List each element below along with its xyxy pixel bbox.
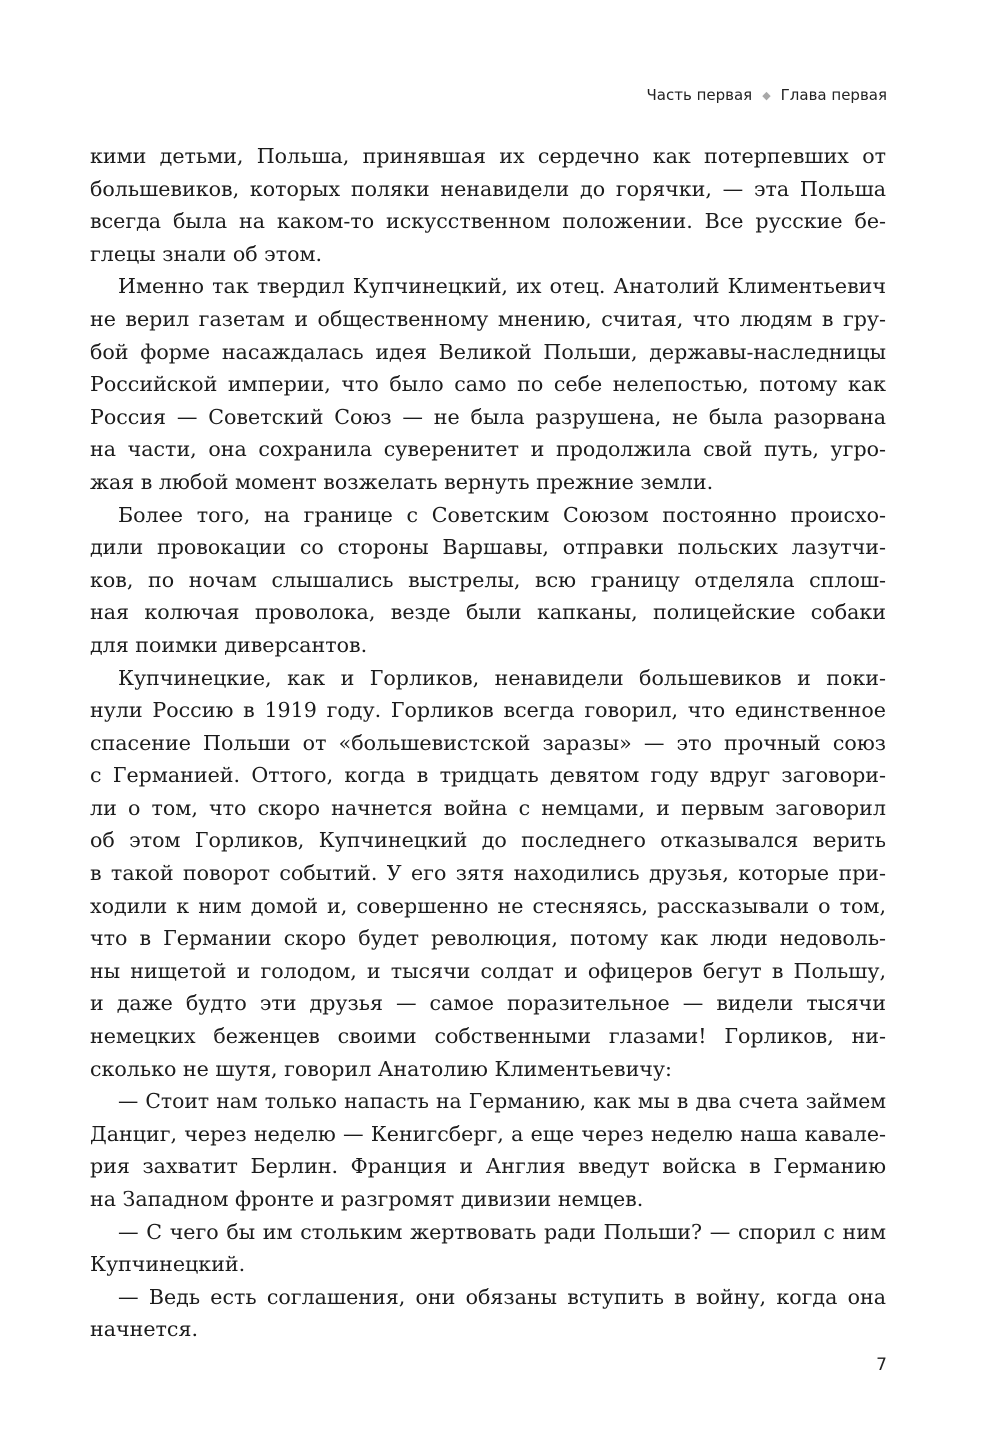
text-line: Данциг, через неделю — Кенигсберг, а еще через неделю наша кавале- [90,1121,886,1146]
paragraph [90,1281,886,1346]
text-line: кими детьми, Польша, принявшая их сердечно как потерпевших от [90,144,886,168]
body-text [90,140,886,1346]
text-line: ходили к ним домой и, совершенно не стесняясь, рассказывали о том, [90,893,886,918]
text-line: рия захватит Берлин. Франция и Англия введут войска в Германию [90,1154,886,1179]
text-line: Купчинецкие, как и Горликов, ненавидели большевиков и поки- [118,665,886,690]
text-line: Более того, на границе с Советским Союзом постоянно происхо- [118,502,886,527]
paragraph [90,1216,886,1281]
text-line: всегда была на каком-то искусственном положении. Все русские бе- [90,209,886,234]
text-line: глецы знали об этом. [90,241,323,266]
text-line: дили провокации со стороны Варшавы, отправки польских лазутчи- [90,535,886,560]
text-line: с Германией. Оттого, когда в тридцать девятом году вдруг заговори- [90,763,886,788]
text-line: Россия — Советский Союз — не была разрушена, не была разорвана [90,404,886,429]
text-line: ков, по ночам слышались выстрелы, всю границу отделяла сплош- [90,567,886,592]
text-line: Купчинецкий. [90,1252,246,1277]
text-line: — Ведь есть соглашения, они обязаны вступить в войну, когда она [118,1284,886,1309]
text-line: начнется. [90,1317,198,1342]
paragraph [90,499,886,662]
text-line: большевиков, которых поляки ненавидели до горячки, — эта Польша [90,176,886,201]
header-separator-icon: ◆ [762,88,771,102]
text-line: Российской империи, что было само по себе нелепостью, потому как [90,372,886,397]
text-line: — С чего бы им стольким жертвовать ради Польши? — спорил с ним [118,1219,886,1244]
text-line: бой форме насаждалась идея Великой Польши, державы-наследницы [90,339,886,364]
text-line: ны нищетой и голодом, и тысячи солдат и офицеров бегут в Польшу, [90,958,886,983]
text-line: на Западном фронте и разгромят дивизии немцев. [90,1187,644,1211]
text-line: жая в любой момент возжелать вернуть прежние земли. [90,469,714,494]
paragraph [90,1085,886,1215]
paragraph [90,662,886,1086]
text-line: ли о том, что скоро начнется война с немцами, и первым заговорил [90,795,886,820]
text-line: не верил газетам и общественному мнению, считая, что людям в гру- [90,306,886,331]
header-part: Часть первая [646,86,753,104]
header-chapter: Глава первая [780,86,887,104]
text-line: — Стоит нам только напасть на Германию, как мы в два счета займем [118,1089,886,1114]
paragraph [90,270,886,498]
text-line: немецких беженцев своими собственными глазами! Горликов, ни- [90,1024,886,1049]
text-line: что в Германии скоро будет революция, потому как люди недоволь- [90,926,886,951]
text-line: Именно так твердил Купчинецкий, их отец. Анатолий Климентьевич [118,274,886,299]
page-number: 7 [876,1355,887,1375]
text-line: и даже будто эти друзья — самое поразительное — видели тысячи [90,991,886,1016]
text-line: об этом Горликов, Купчинецкий до последнего отказывался верить [90,828,886,853]
text-line: ная колючая проволока, везде были капканы, полицейские собаки [90,600,886,625]
text-line: на части, она сохранила суверенитет и продолжила свой путь, угро- [90,437,886,462]
text-line: нули Россию в 1919 году. Горликов всегда говорил, что единственное [90,698,886,723]
running-header [647,86,888,104]
text-line: для поимки диверсантов. [90,632,368,657]
text-line: спасение Польши от «большевистской заразы» — это прочный союз [90,730,886,755]
paragraph [90,140,886,270]
text-line: сколько не шутя, говорил Анатолию Климентьевичу: [90,1056,672,1081]
text-line: в такой поворот событий. У его зятя находились друзья, которые при- [90,861,886,886]
